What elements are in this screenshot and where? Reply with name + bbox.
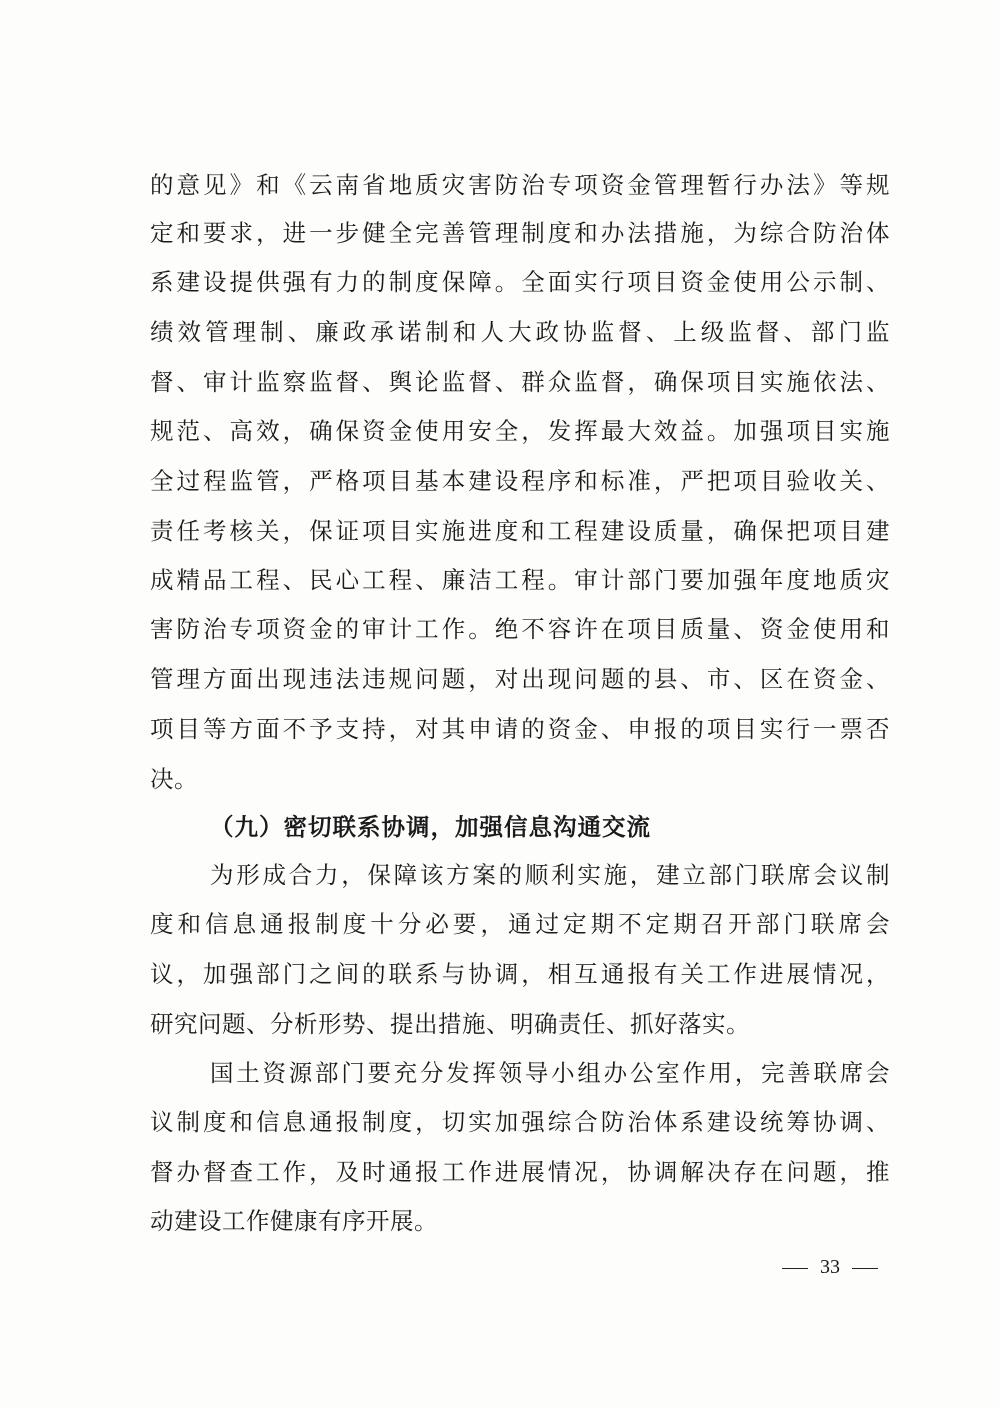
body-line: 督、审计监察监督、舆论监督、群众监督，确保项目实施依法、 xyxy=(150,368,890,396)
body-line: 害防治专项资金的审计工作。绝不容许在项目质量、资金使用和 xyxy=(150,615,890,643)
body-line: 的意见》和《云南省地质灾害防治专项资金管理暂行办法》等规 xyxy=(150,171,890,199)
body-line: 动建设工作健康有序开展。 xyxy=(150,1207,438,1235)
body-line: 度和信息通报制度十分必要，通过定期不定期召开部门联席会 xyxy=(150,910,890,938)
body-line: 议，加强部门之间的联系与协调，相互通报有关工作进展情况， xyxy=(150,960,890,988)
body-line: 国土资源部门要充分发挥领导小组办公室作用，完善联席会 xyxy=(210,1059,890,1087)
body-line: 成精品工程、民心工程、廉洁工程。审计部门要加强年度地质灾 xyxy=(150,566,890,594)
body-line: 项目等方面不予支持，对其申请的资金、申报的项目实行一票否 xyxy=(150,715,890,743)
body-line: 责任考核关，保证项目实施进度和工程建设质量，确保把项目建 xyxy=(150,517,890,545)
body-line: 定和要求，进一步健全完善管理制度和办法措施，为综合防治体 xyxy=(150,219,890,247)
body-line: 决。 xyxy=(150,765,198,793)
body-line: 议制度和信息通报制度，切实加强综合防治体系建设统筹协调、 xyxy=(150,1108,890,1136)
page-number-dash-left xyxy=(782,1268,808,1269)
body-line: 绩效管理制、廉政承诺制和人大政协监督、上级监督、部门监 xyxy=(150,318,890,346)
body-line: 规范、高效，确保资金使用安全，发挥最大效益。加强项目实施 xyxy=(150,417,890,445)
body-line: 全过程监管，严格项目基本建设程序和标准，严把项目验收关、 xyxy=(150,467,890,495)
body-line: 研究问题、分析形势、提出措施、明确责任、抓好落实。 xyxy=(150,1010,750,1038)
body-line: 管理方面出现违法违规问题，对出现问题的县、市、区在资金、 xyxy=(150,665,890,693)
body-line: 系建设提供强有力的制度保障。全面实行项目资金使用公示制、 xyxy=(150,268,890,296)
page-number-value: 33 xyxy=(820,1256,840,1278)
body-line: 督办督查工作，及时通报工作进展情况，协调解决存在问题，推 xyxy=(150,1158,890,1186)
page-number xyxy=(770,1254,890,1280)
body-line: 为形成合力，保障该方案的顺利实施，建立部门联席会议制 xyxy=(210,861,890,889)
section-heading: （九）密切联系协调，加强信息沟通交流 xyxy=(210,813,651,841)
page-number-dash-right xyxy=(852,1268,878,1269)
